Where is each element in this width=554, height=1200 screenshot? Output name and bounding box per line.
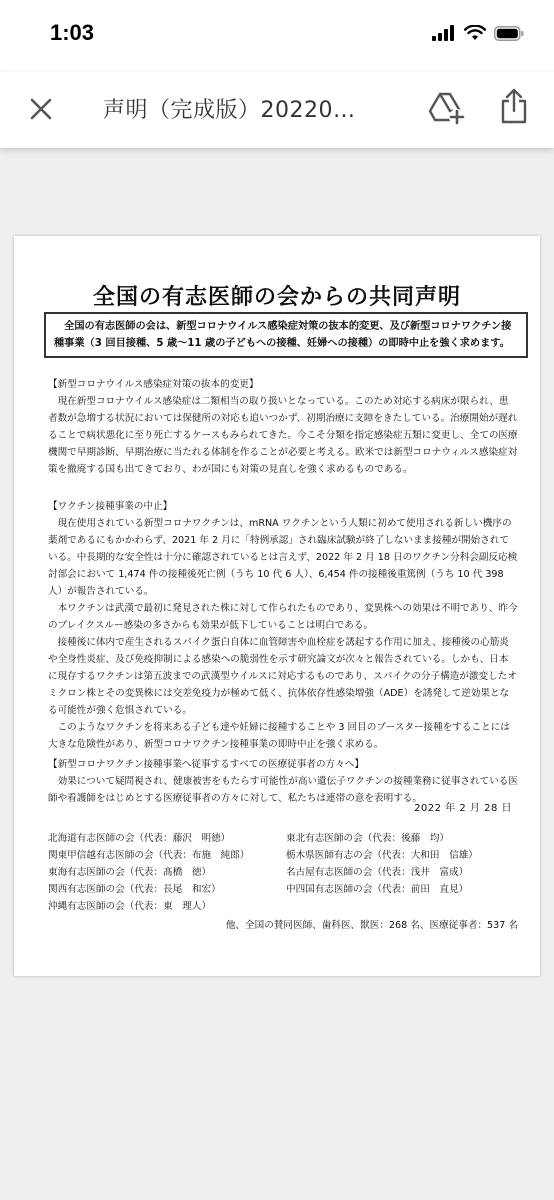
organization-row	[48, 881, 518, 898]
document-heading: 全国の有志医師の会からの共同声明	[92, 285, 461, 310]
share-button[interactable]	[499, 87, 529, 125]
supporters-count: 他、全国の賛同医師、歯科医、獣医：268 名、医療従事者：537 名	[225, 920, 518, 931]
organization-row	[48, 898, 518, 915]
organization-entry: 東海有志医師の会（代表：髙橋 徳）	[48, 867, 212, 878]
organizations-list	[48, 830, 518, 915]
wifi-icon	[464, 25, 486, 41]
section-vaccination-stop	[48, 498, 518, 753]
section-paragraph: 接種後に体内で産生されるスパイク蛋白自体に血管障害や血栓症を誘起する作用に加え、接種後の心筋炎や全身性炎症、及び免疫抑制による感染への脆弱性を示す研究論文が次々と報告されている。しかも、日本に現存するワクチンは第五波までの武漢型ウイルスに対応するものであり、スパイクの分子構造が激変したオミクロン株とその変異株には交差免疫力が極めて低く、抗体依存性感染増強（ADE）を誘発して逆効果となる可能性が強く危惧されている。	[48, 637, 517, 716]
status-bar	[0, 0, 554, 72]
add-to-drive-button[interactable]	[428, 90, 466, 126]
close-icon	[26, 94, 56, 124]
section-measures	[48, 376, 518, 478]
organization-row	[48, 830, 518, 847]
organization-entry: 関西有志医師の会（代表：長尾 和宏）	[48, 884, 221, 895]
close-button[interactable]	[26, 94, 56, 124]
organization-entry: 北海道有志医師の会（代表：藤沢 明徳）	[48, 833, 231, 844]
document-title: 声明（完成版）20220…	[103, 98, 356, 123]
battery-icon	[494, 26, 524, 41]
status-icons	[432, 25, 524, 41]
section-heading: 【ワクチン接種事業の中止】	[48, 501, 173, 512]
organization-entry: 中四国有志医師の会（代表：前田 直見）	[286, 884, 469, 895]
document-page	[14, 236, 540, 976]
summary-box	[44, 312, 528, 358]
document-viewer[interactable]	[0, 148, 554, 1200]
viewer-top-bar	[0, 72, 554, 148]
section-body: 現在新型コロナウイルス感染症は二類相当の取り扱いとなっている。このため対応する病床が限られ、患者数が急増する状況においては保健所の対応も追いつかず、初期治療に支障をきたしている。治療開始が遅れることで病状悪化に至り死亡するケースもみられてきた。今こそ分類を指定感染症五類に変更し、全ての医療機関で早期診断、早期治療に当たれる体制を作ることが必要と考える。欧米では新型コロナウィルス感染症対策を撤廃する国も出てきており、わが国にも対策の見直しを強く求めるものである。	[48, 396, 518, 475]
signal-icon	[432, 25, 456, 41]
share-icon	[499, 87, 529, 125]
section-paragraph: 現在使用されている新型コロナワクチンは、mRNA ワクチンという人類に初めて使用される新しい機序の薬剤であるにもかかわらず、2021 年 2 月に「特例承認」され臨床試験が終了しないまま接種が開始されている。中長期的な安全性は十分に確認されているとは言えず、2022 年 2 月 18 日のワクチン分科会副反応検討部会において 1,474 件の接種後死亡例（うち 10 代 6 人）、6,454 件の接種後重篤例（うち 10 代 398 人）が報告されている。	[48, 518, 518, 597]
statement-date: 2022 年 2 月 28 日	[414, 803, 512, 814]
section-heading: 【新型コロナウイルス感染症対策の抜本的変更】	[48, 379, 259, 390]
section-body: 効果について疑問視され、健康被害をもたらす可能性が高い遺伝子ワクチンの接種業務に従事されている医師や看護師をはじめとする医療従事者の方々に対して、私たちは連帯の意を表明する。	[48, 776, 518, 804]
summary-text: 全国の有志医師の会は、新型コロナウイルス感染症対策の抜本的変更、及び新型コロナワクチン接種事業（3 回目接種、5 歳～11 歳の子どもへの接種、妊婦への接種）の即時中止を強く求めます。	[54, 321, 512, 349]
organization-entry: 東北有志医師の会（代表：後藤 均）	[286, 833, 450, 844]
organization-entry: 名古屋有志医師の会（代表：浅井 富成）	[286, 867, 469, 878]
organization-entry: 沖縄有志医師の会（代表：東 理人）	[48, 901, 212, 912]
section-paragraph: このようなワクチンを将来ある子ども達や妊婦に接種することや 3 回目のブースター接種をすることには大きな危険性があり、新型コロナワクチン接種事業の即時中止を強く求める。	[48, 722, 510, 750]
section-paragraph: 本ワクチンは武漢で最初に発見された株に対して作られたものであり、変異株への効果は不明であり、昨今のブレイクスルー感染の多さからも効果が低下していることは明白である。	[48, 603, 518, 631]
status-time: 1:03	[50, 20, 95, 45]
section-heading: 【新型コロナワクチン接種事業へ従事するすべての医療従事者の方々へ】	[48, 759, 364, 770]
organization-row	[48, 864, 518, 881]
organization-row	[48, 847, 518, 864]
drive-add-icon	[428, 90, 466, 126]
organization-entry: 関東甲信越有志医師の会（代表：布施 純郎）	[48, 850, 250, 861]
organization-entry: 栃木県医師有志の会（代表：大和田 信雄）	[286, 850, 478, 861]
